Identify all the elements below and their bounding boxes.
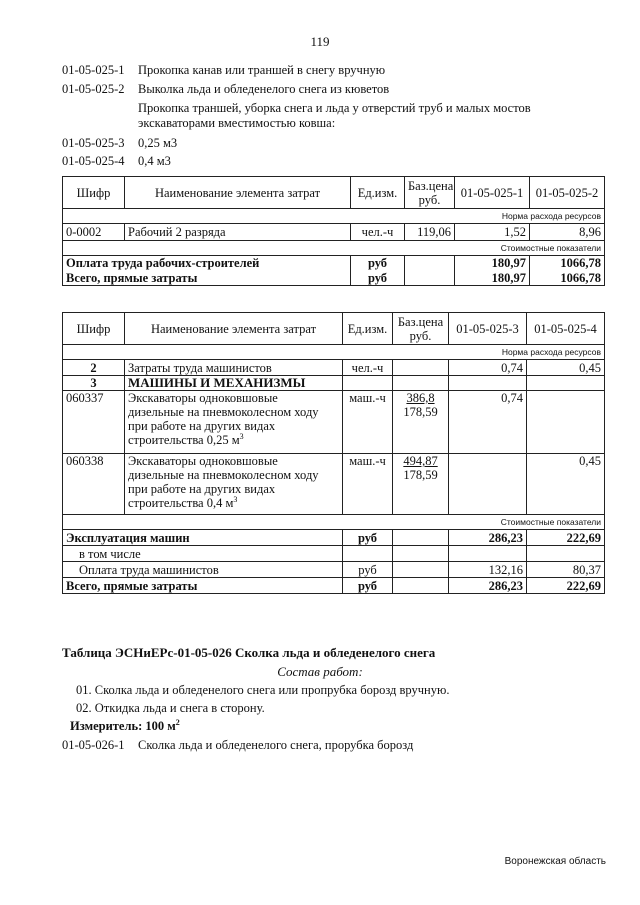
total-row bbox=[63, 530, 605, 546]
total-row bbox=[63, 271, 605, 286]
total-value-2: 222,69 bbox=[527, 578, 605, 594]
row-unit: чел.-ч bbox=[343, 360, 393, 376]
total-value-1: 180,97 bbox=[455, 271, 530, 286]
total-name: в том числе bbox=[63, 546, 343, 562]
row-value-1: 1,52 bbox=[455, 224, 530, 241]
line-text: 0,25 м3 bbox=[138, 136, 178, 150]
total-name: Эксплуатация машин bbox=[63, 530, 343, 546]
total-value-1: 286,23 bbox=[449, 530, 527, 546]
header-unit: Ед.изм. bbox=[343, 313, 393, 345]
line-text: Выколка льда и обледенелого снега из кюветов bbox=[138, 82, 390, 96]
norm-label: Норма расхода ресурсов bbox=[63, 345, 605, 360]
machine-name-line: дизельные на пневмоколесном ходу bbox=[128, 405, 319, 419]
row-code: 0-0002 bbox=[63, 224, 125, 241]
total-unit: руб bbox=[351, 256, 405, 271]
total-value-1: 286,23 bbox=[449, 578, 527, 594]
superscript: 3 bbox=[239, 431, 244, 441]
superscript: 3 bbox=[233, 494, 238, 504]
machine-price-total: 386,8 bbox=[406, 391, 435, 405]
machine-value-1: 0,74 bbox=[449, 391, 527, 454]
machine-row bbox=[63, 391, 605, 454]
row-value-1: 0,74 bbox=[449, 360, 527, 376]
header-name: Наименование элемента затрат bbox=[125, 177, 351, 209]
header-price: Баз.цена руб. bbox=[405, 177, 455, 209]
machine-value-1 bbox=[449, 454, 527, 515]
total-row bbox=[63, 562, 605, 578]
header-col1: 01-05-025-1 bbox=[455, 177, 530, 209]
header-col1: 01-05-025-3 bbox=[449, 313, 527, 345]
machine-name bbox=[125, 454, 343, 515]
header-code: Шифр bbox=[63, 177, 125, 209]
sub-line bbox=[62, 136, 177, 151]
intro-paragraph-line: Прокопка траншей, уборка снега и льда у отверстий труб и малых мостов bbox=[138, 101, 531, 115]
line-text: Сколка льда и обледенелого снега, прорубка борозд bbox=[138, 738, 414, 752]
page-number: 119 bbox=[310, 34, 330, 49]
measure-label: Измеритель: 100 $м^2$ bbox=[70, 717, 180, 733]
header-code: Шифр bbox=[63, 313, 125, 345]
total-unit: руб bbox=[343, 530, 393, 546]
header-col2: 01-05-025-2 bbox=[530, 177, 605, 209]
table-header-row bbox=[63, 313, 605, 345]
total-unit: руб bbox=[343, 562, 393, 578]
machine-name-line: при работе на других видах bbox=[128, 482, 276, 496]
footer-region: Воронежская область bbox=[504, 856, 606, 867]
intro-paragraph-line: экскаваторами вместимостью ковша: bbox=[138, 116, 336, 130]
cost-label: Стоимостные показатели bbox=[63, 241, 605, 256]
row-name: Затраты труда машинистов bbox=[125, 360, 343, 376]
header-price: Баз.цена руб. bbox=[393, 313, 449, 345]
total-value-1: 132,16 bbox=[449, 562, 527, 578]
machine-price bbox=[393, 391, 449, 454]
header-col2: 01-05-025-4 bbox=[527, 313, 605, 345]
row-value-2: 0,45 bbox=[527, 360, 605, 376]
total-row bbox=[63, 546, 605, 562]
total-name: Оплата труда рабочих-строителей bbox=[63, 256, 351, 271]
total-unit: руб bbox=[343, 578, 393, 594]
machine-name-line: Экскаваторы одноковшовые bbox=[128, 454, 278, 468]
table-row bbox=[63, 224, 605, 241]
machine-name-line: дизельные на пневмоколесном ходу bbox=[128, 468, 319, 482]
total-unit: руб bbox=[351, 271, 405, 286]
total-value-2: 1066,78 bbox=[530, 256, 605, 271]
norm-label: Норма расхода ресурсов bbox=[63, 209, 605, 224]
works-title: Состав работ: bbox=[277, 664, 363, 679]
machine-unit: маш.-ч bbox=[343, 391, 393, 454]
total-value-2: 80,37 bbox=[527, 562, 605, 578]
machine-unit: маш.-ч bbox=[343, 454, 393, 515]
resource-table-1 bbox=[62, 176, 605, 286]
machine-price-labor: 178,59 bbox=[403, 468, 438, 482]
total-row bbox=[63, 578, 605, 594]
total-name: Всего, прямые затраты bbox=[63, 578, 343, 594]
section-row bbox=[63, 376, 605, 391]
work-item: 01. Сколка льда и обледенелого снега или пропрубка борозд вручную. bbox=[76, 683, 450, 697]
table-header-row bbox=[63, 177, 605, 209]
line-text: Прокопка канав или траншей в снегу вручную bbox=[138, 63, 386, 77]
resource-table-2 bbox=[62, 312, 605, 594]
machine-code: 060338 bbox=[63, 454, 125, 515]
machine-name-line: строительства 0,4 $м^3$ bbox=[128, 494, 238, 510]
row-unit: чел.-ч bbox=[351, 224, 405, 241]
superscript: 2 bbox=[175, 717, 180, 727]
machine-value-2: 0,45 bbox=[527, 454, 605, 515]
line-code: 01-05-025-2 bbox=[62, 82, 125, 96]
line-code: 01-05-025-3 bbox=[62, 136, 125, 150]
machine-name bbox=[125, 391, 343, 454]
sub-line bbox=[62, 154, 171, 169]
cost-label: Стоимостные показатели bbox=[63, 515, 605, 530]
total-value-2: 222,69 bbox=[527, 530, 605, 546]
header-unit: Ед.изм. bbox=[351, 177, 405, 209]
row-name: Рабочий 2 разряда bbox=[125, 224, 351, 241]
total-row bbox=[63, 256, 605, 271]
machine-name-line: строительства 0,25 $м^3$ bbox=[128, 431, 244, 447]
row-price: 119,06 bbox=[405, 224, 455, 241]
total-value-2: 1066,78 bbox=[530, 271, 605, 286]
final-line bbox=[62, 738, 413, 753]
machine-code: 060337 bbox=[63, 391, 125, 454]
machine-name-line: Экскаваторы одноковшовые bbox=[128, 391, 278, 405]
machine-name-line: при работе на других видах bbox=[128, 419, 276, 433]
row-code: 2 bbox=[63, 360, 125, 376]
table-title: Таблица ЭСНиЕРс-01-05-026 Сколка льда и обледенелого снега bbox=[62, 645, 436, 660]
total-value-1: 180,97 bbox=[455, 256, 530, 271]
work-item: 02. Откидка льда и снега в сторону. bbox=[76, 701, 265, 715]
intro-line bbox=[62, 63, 385, 78]
machine-row bbox=[63, 454, 605, 515]
machine-price-labor: 178,59 bbox=[403, 405, 438, 419]
row-value-2: 8,96 bbox=[530, 224, 605, 241]
machine-price-total: 494,87 bbox=[403, 454, 438, 468]
machine-value-2 bbox=[527, 391, 605, 454]
machine-price bbox=[393, 454, 449, 515]
section-code: 3 bbox=[63, 376, 125, 391]
header-name: Наименование элемента затрат bbox=[125, 313, 343, 345]
intro-line bbox=[62, 82, 389, 97]
line-code: 01-05-025-1 bbox=[62, 63, 125, 77]
total-name: Всего, прямые затраты bbox=[63, 271, 351, 286]
total-name: Оплата труда машинистов bbox=[63, 562, 343, 578]
table-row bbox=[63, 360, 605, 376]
line-code: 01-05-025-4 bbox=[62, 154, 125, 168]
line-code: 01-05-026-1 bbox=[62, 738, 125, 752]
line-text: 0,4 м3 bbox=[138, 154, 171, 168]
section-name: МАШИНЫ И МЕХАНИЗМЫ bbox=[125, 376, 343, 391]
